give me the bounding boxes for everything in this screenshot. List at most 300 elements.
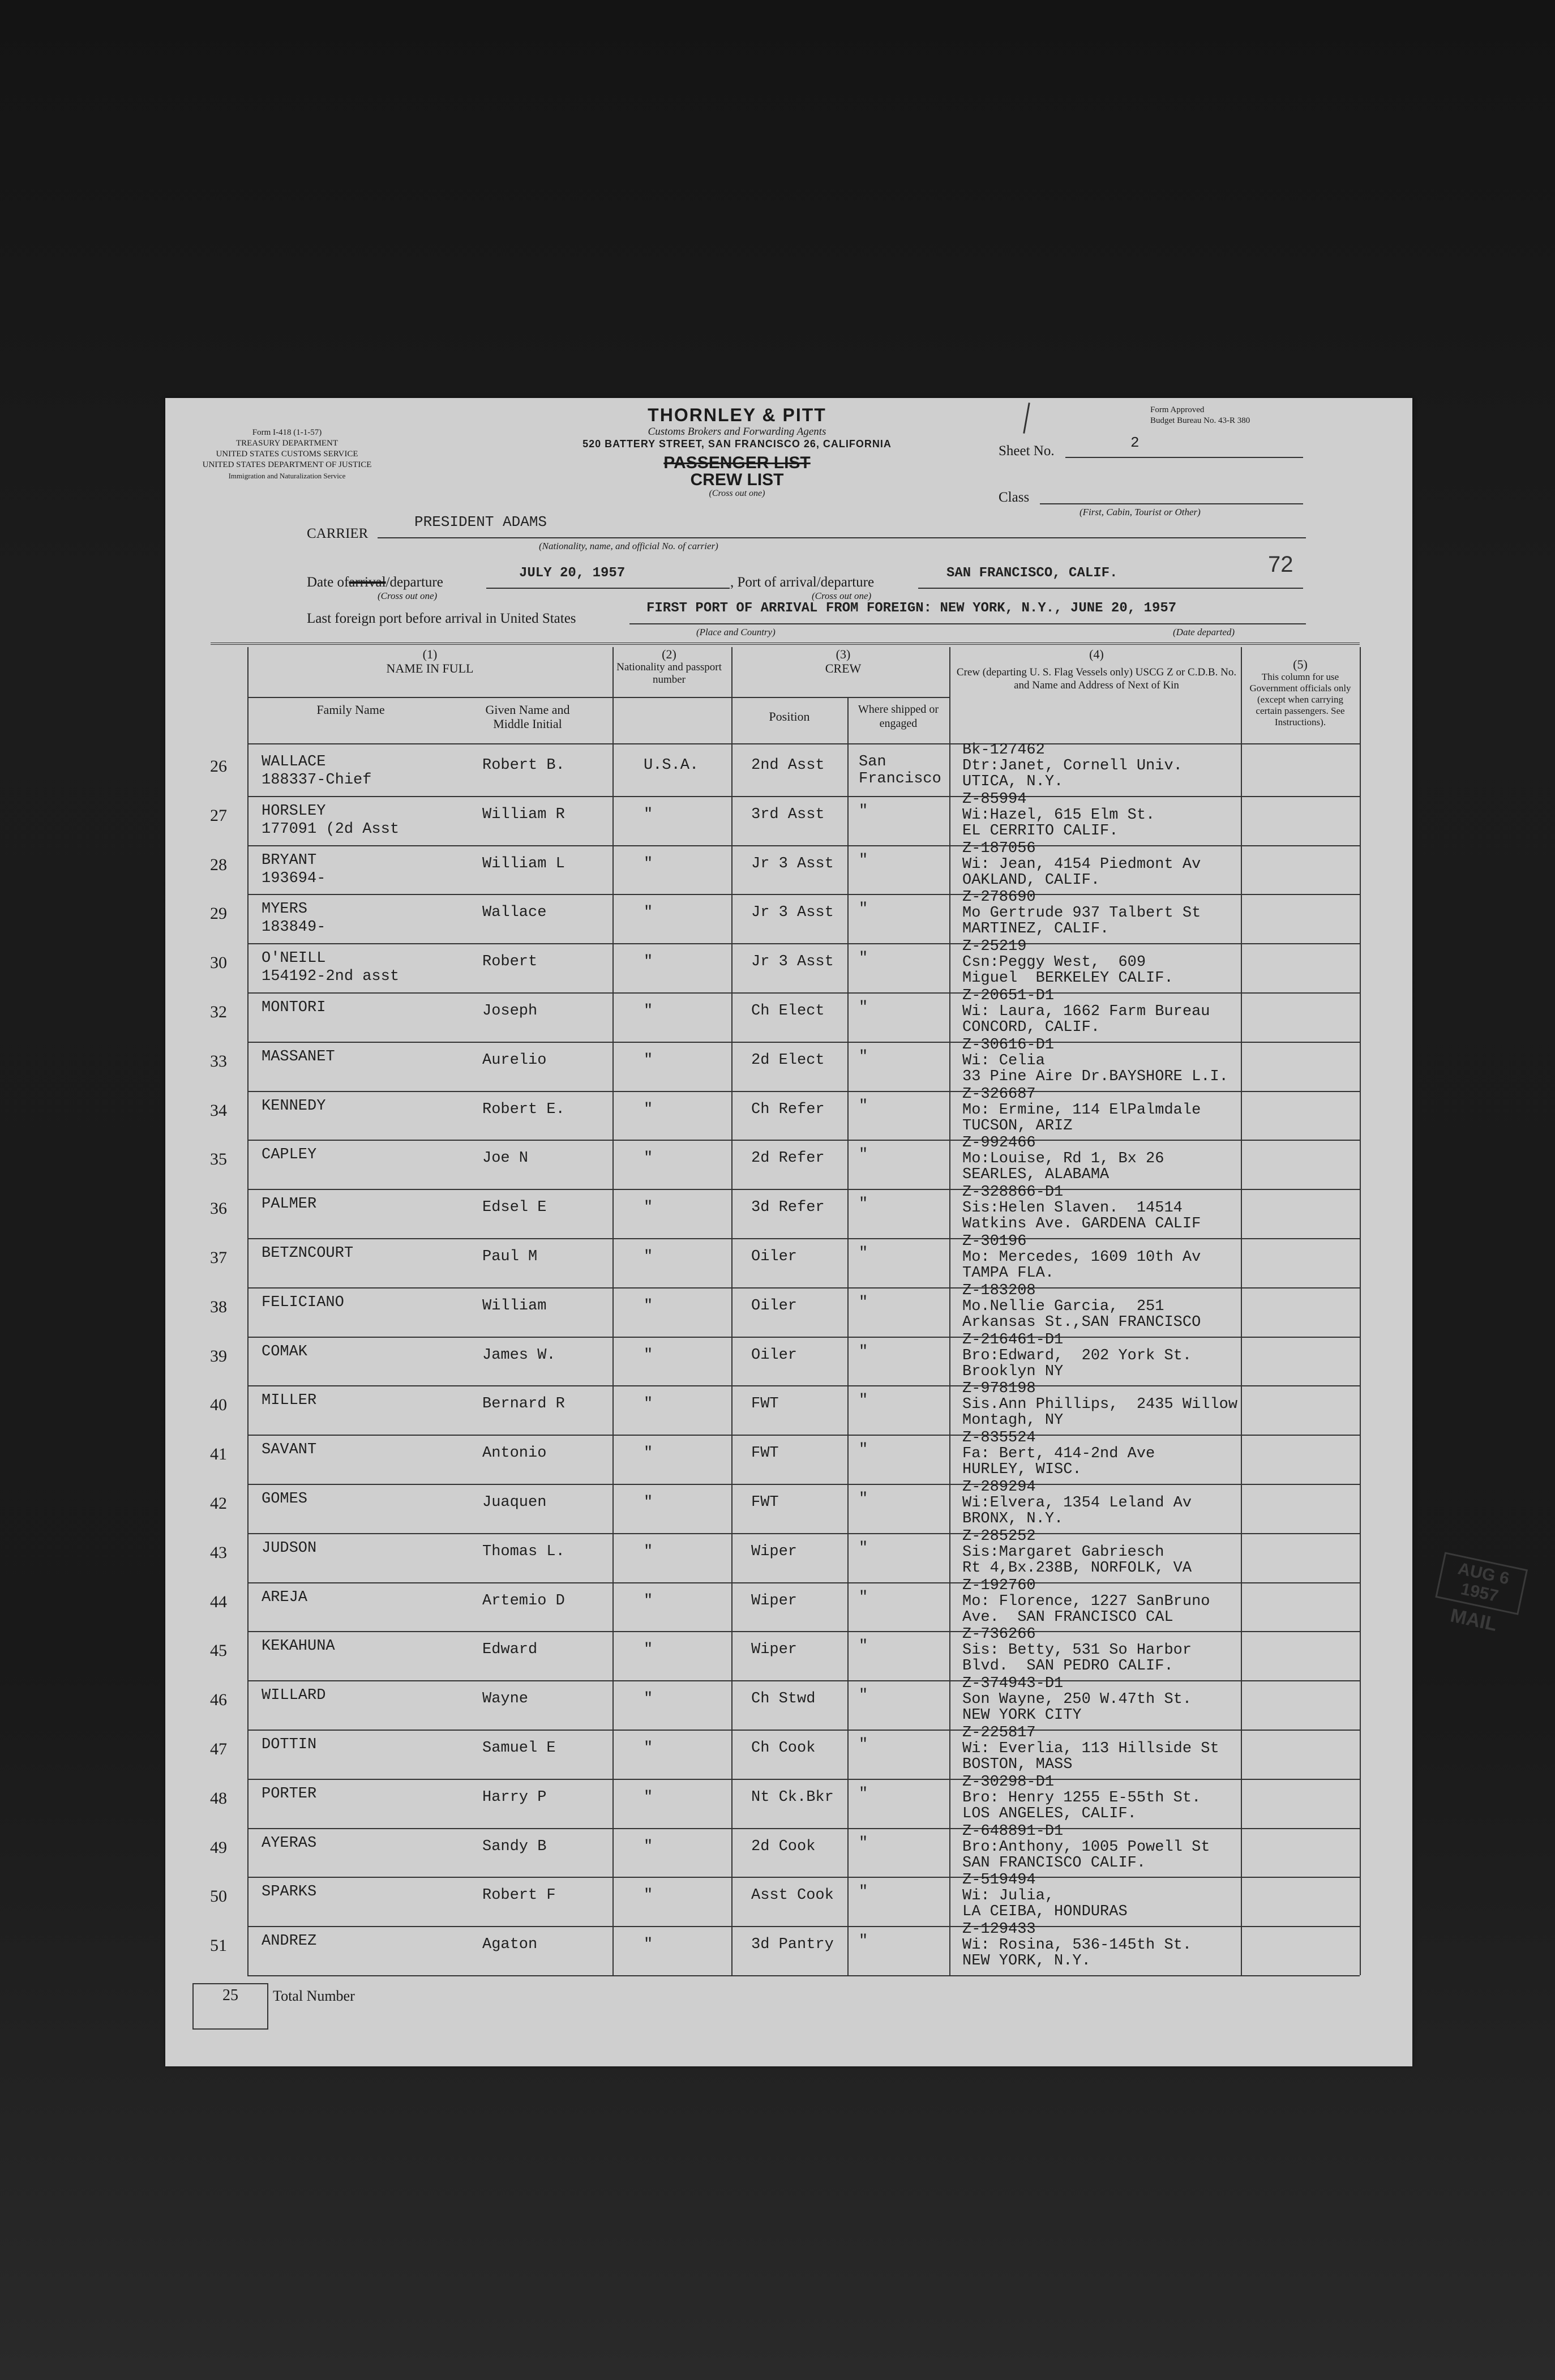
kin-address: SEARLES, ALABAMA: [962, 1166, 1110, 1183]
given-name: Samuel E: [482, 1740, 556, 1757]
table-row: [165, 1774, 1412, 1828]
kin-address: Rt 4,Bx.238B, NORFOLK, VA: [962, 1560, 1192, 1577]
row-number: 40: [210, 1396, 227, 1414]
col2-title: Nationality and passport number: [616, 661, 722, 686]
row-number: 49: [210, 1838, 227, 1857]
family-name: MYERS: [262, 901, 308, 918]
nationality: ": [644, 806, 653, 823]
customs-service: UNITED STATES CUSTOMS SERVICE: [216, 450, 358, 459]
family-name: BETZNCOURT: [262, 1245, 354, 1262]
nationality: ": [644, 953, 653, 970]
position: Jr 3 Asst: [751, 904, 834, 921]
dept-justice: UNITED STATES DEPARTMENT OF JUSTICE: [202, 460, 372, 469]
nationality: ": [644, 855, 653, 872]
z-number-note: 183849-: [262, 919, 326, 936]
family-name: CAPLEY: [262, 1146, 317, 1163]
kin-z-number: Z-278690: [962, 889, 1036, 906]
position: 2d Cook: [751, 1838, 816, 1855]
nationality: U.S.A.: [644, 757, 699, 774]
kin-name: Son Wayne, 250 W.47th St.: [962, 1691, 1192, 1708]
col3-number: (3): [836, 647, 851, 661]
kin-address: TUCSON, ARIZ: [962, 1118, 1073, 1135]
header-bottom-rule: [247, 743, 1360, 744]
kin-name: Wi: Celia: [962, 1052, 1045, 1069]
budget-bureau: Budget Bureau No. 43-R 380: [1150, 416, 1250, 425]
row-number: 39: [210, 1347, 227, 1365]
kin-name: Sis:Margaret Gabriesch: [962, 1544, 1164, 1561]
position: Oiler: [751, 1347, 798, 1364]
family-name: HORSLEY: [262, 803, 326, 820]
kin-z-number: Z-648891-D1: [962, 1823, 1064, 1840]
row-number: 48: [210, 1789, 227, 1808]
z-number-note: 193694-: [262, 870, 326, 887]
table-row: [165, 1872, 1412, 1926]
family-name: AREJA: [262, 1589, 308, 1606]
kin-address: 33 Pine Aire Dr.BAYSHORE L.I.: [962, 1068, 1228, 1085]
class-line: [1040, 503, 1303, 504]
family-name-header: Family Name: [316, 703, 385, 717]
kin-z-number: Z-30616-D1: [962, 1037, 1055, 1054]
col3-header: [734, 647, 952, 675]
company-name: THORNLEY & PITT: [648, 405, 826, 425]
kin-z-number: Z-285252: [962, 1528, 1036, 1545]
table-row: [165, 1135, 1412, 1189]
family-name: GOMES: [262, 1491, 308, 1508]
position: 3rd Asst: [751, 806, 825, 823]
doc-type-crossed: PASSENGER LIST: [663, 453, 811, 472]
row-number: 36: [210, 1199, 227, 1218]
given-name: Thomas L.: [482, 1543, 565, 1560]
kin-z-number: Z-225817: [962, 1724, 1036, 1741]
nationality: ": [644, 1641, 653, 1658]
col5-title: This column for use Government officials only (except when carrying certain passengers. See Instructions).: [1249, 671, 1351, 727]
where-shipped: ": [859, 1589, 868, 1606]
kin-name: Sis: Betty, 531 So Harbor: [962, 1642, 1192, 1659]
doc-type: CREW LIST: [690, 470, 784, 489]
kin-address: LA CEIBA, HONDURAS: [962, 1903, 1128, 1920]
kin-name: Bro: Henry 1255 E-55th St.: [962, 1790, 1201, 1807]
row-number: 50: [210, 1887, 227, 1906]
table-row: [165, 938, 1412, 992]
table-row: [165, 1528, 1412, 1582]
date-departed-caption: (Date departed): [1173, 627, 1235, 637]
port-label: , Port of arrival/departure: [730, 575, 875, 590]
date-value: JULY 20, 1957: [519, 566, 626, 581]
position: Jr 3 Asst: [751, 953, 834, 970]
nationality: ": [644, 1838, 653, 1855]
nationality: ": [644, 1887, 653, 1904]
family-name: DOTTIN: [262, 1736, 317, 1753]
family-name: AYERAS: [262, 1835, 317, 1852]
given-name: Robert E.: [482, 1101, 565, 1118]
position: Oiler: [751, 1248, 798, 1265]
where-shipped: ": [859, 950, 868, 967]
where-shipped-line2: Francisco: [859, 770, 941, 787]
date-label-prefix: Date of: [307, 575, 349, 590]
where-shipped: ": [859, 1933, 868, 1950]
family-name: MASSANET: [262, 1048, 335, 1065]
kin-z-number: Z-20651-D1: [962, 987, 1055, 1004]
where-shipped: ": [859, 1540, 868, 1557]
kin-address: Miguel BERKELEY CALIF.: [962, 970, 1173, 987]
table-row: [165, 889, 1412, 943]
col3-title: CREW: [825, 661, 862, 675]
nationality: ": [644, 1248, 653, 1265]
position: Asst Cook: [751, 1887, 834, 1904]
kin-name: Wi: Rosina, 536-145th St.: [962, 1937, 1192, 1954]
row-number: 38: [210, 1298, 227, 1316]
carrier-caption: (Nationality, name, and official No. of carrier): [539, 541, 718, 551]
table-row: [165, 1675, 1412, 1730]
sheet-label: Sheet No.: [999, 443, 1055, 459]
kin-address: Brooklyn NY: [962, 1363, 1064, 1380]
kin-address: OAKLAND, CALIF.: [962, 872, 1100, 889]
where-shipped: ": [859, 901, 868, 918]
given-name: Edsel E: [482, 1199, 547, 1216]
kin-name: Wi: Everlia, 113 Hillside St: [962, 1740, 1219, 1757]
header-subrule: [247, 697, 949, 698]
kin-z-number: Z-992466: [962, 1135, 1036, 1152]
where-shipped: ": [859, 1048, 868, 1065]
kin-name: Mo.Nellie Garcia, 251: [962, 1298, 1164, 1315]
family-name: WALLACE: [262, 754, 326, 770]
given-name: Sandy B: [482, 1838, 547, 1855]
given-name: Joe N: [482, 1150, 529, 1167]
kin-z-number: Z-289294: [962, 1479, 1036, 1496]
z-number-note: 177091 (2d Asst: [262, 821, 400, 838]
kin-z-number: Z-129433: [962, 1921, 1036, 1938]
kin-name: Fa: Bert, 414-2nd Ave: [962, 1445, 1155, 1462]
total-box: [192, 1983, 268, 2030]
kin-name: Mo: Florence, 1227 SanBruno: [962, 1593, 1210, 1610]
kin-address: SAN FRANCISCO CALIF.: [962, 1855, 1146, 1872]
family-name: SAVANT: [262, 1441, 317, 1458]
table-row: [165, 1037, 1412, 1091]
table-row: [165, 1479, 1412, 1533]
kin-address: NEW YORK CITY: [962, 1707, 1082, 1724]
given-name: William: [482, 1298, 547, 1315]
col2-number: (2): [662, 647, 676, 661]
given-name: Wallace: [482, 904, 547, 921]
z-number-note: 188337-Chief: [262, 772, 372, 789]
kin-name: Mo: Mercedes, 1609 10th Av: [962, 1249, 1201, 1266]
where-shipped: ": [859, 1196, 868, 1213]
crew-list-form: [165, 398, 1511, 2066]
position: FWT: [751, 1396, 779, 1412]
where-shipped: ": [859, 1638, 868, 1655]
nationality: ": [644, 1543, 653, 1560]
where-shipped: ": [859, 1245, 868, 1262]
nationality: ": [644, 1593, 653, 1610]
class-label: Class: [999, 490, 1030, 505]
table-row: [165, 1577, 1412, 1632]
kin-address: MARTINEZ, CALIF.: [962, 921, 1110, 938]
given-name: Bernard R: [482, 1396, 565, 1412]
position: Wiper: [751, 1543, 798, 1560]
nationality: ": [644, 1396, 653, 1412]
kin-name: Bro:Anthony, 1005 Powell St: [962, 1839, 1210, 1856]
row-number: 26: [210, 757, 227, 776]
col2-header: [615, 647, 723, 686]
kin-address: UTICA, N.Y.: [962, 773, 1064, 790]
position: 2nd Asst: [751, 757, 825, 774]
row-number: 33: [210, 1052, 227, 1071]
where-shipped-header: Where shipped or engaged: [858, 703, 939, 730]
col4-header: [955, 647, 1238, 692]
where-shipped: ": [859, 1786, 868, 1803]
given-name-header: Given Name and Middle Initial: [485, 703, 570, 731]
kin-name: Mo: Ermine, 114 ElPalmdale: [962, 1102, 1201, 1119]
company-address: 520 BATTERY STREET, SAN FRANCISCO 26, CALIFORNIA: [582, 438, 892, 450]
given-name: Robert F: [482, 1887, 556, 1904]
nationality: ": [644, 1101, 653, 1118]
kin-address: EL CERRITO CALIF.: [962, 823, 1119, 840]
position: Wiper: [751, 1593, 798, 1610]
kin-z-number: Z-30196: [962, 1233, 1027, 1250]
row-number: 30: [210, 953, 227, 972]
kin-name: Mo Gertrude 937 Talbert St: [962, 905, 1201, 922]
where-shipped: ": [859, 999, 868, 1016]
position: Wiper: [751, 1641, 798, 1658]
given-name: Artemio D: [482, 1593, 565, 1610]
row-number: 35: [210, 1150, 227, 1168]
where-shipped: ": [859, 1491, 868, 1508]
family-name: MONTORI: [262, 999, 326, 1016]
table-row: [165, 1086, 1412, 1140]
where-shipped: ": [859, 1098, 868, 1115]
kin-name: Wi: Jean, 4154 Piedmont Av: [962, 856, 1201, 873]
table-row: [165, 1380, 1412, 1435]
sheet-line: [1065, 457, 1303, 458]
given-name: Juaquen: [482, 1494, 547, 1511]
kin-z-number: Z-835524: [962, 1429, 1036, 1446]
company-desc: Customs Brokers and Forwarding Agents: [648, 426, 826, 438]
col5-header: [1244, 657, 1357, 728]
total-label: Total Number: [273, 1988, 355, 2004]
kin-name: Wi:Hazel, 615 Elm St.: [962, 807, 1155, 824]
table-row: [165, 1626, 1412, 1680]
handwritten-number: 72: [1268, 552, 1293, 577]
kin-name: Csn:Peggy West, 609: [962, 954, 1146, 971]
row-number: 43: [210, 1543, 227, 1562]
kin-name: Dtr:Janet, Cornell Univ.: [962, 757, 1183, 774]
given-name: Robert: [482, 953, 538, 970]
position: Jr 3 Asst: [751, 855, 834, 872]
where-shipped: ": [859, 1884, 868, 1900]
where-shipped: ": [859, 1736, 868, 1753]
given-name: Edward: [482, 1641, 538, 1658]
family-name: SPARKS: [262, 1884, 317, 1900]
kin-name: Sis.Ann Phillips, 2435 Willow: [962, 1396, 1238, 1413]
position: 2d Elect: [751, 1052, 825, 1069]
kin-name: Wi:Elvera, 1354 Leland Av: [962, 1495, 1192, 1512]
z-number-note: 154192-2nd asst: [262, 968, 400, 985]
col1-header: [250, 647, 610, 675]
table-row: [165, 1823, 1412, 1877]
nationality: ": [644, 1936, 653, 1953]
nationality: ": [644, 1347, 653, 1364]
where-shipped: ": [859, 1835, 868, 1852]
kin-z-number: Z-978198: [962, 1380, 1036, 1397]
kin-address: Ave. SAN FRANCISCO CAL: [962, 1609, 1173, 1626]
table-row: [165, 1429, 1412, 1484]
port-caption: (Cross out one): [812, 590, 872, 601]
row-number: 44: [210, 1593, 227, 1611]
family-name: BRYANT: [262, 852, 317, 869]
dept-treasury: TREASURY DEPARTMENT: [235, 439, 339, 448]
row-number: 34: [210, 1101, 227, 1120]
form-approved: Form Approved: [1150, 405, 1205, 414]
kin-z-number: Bk-127462: [962, 742, 1045, 759]
given-name: William R: [482, 806, 565, 823]
nationality: ": [644, 1199, 653, 1216]
kin-address: BOSTON, MASS: [962, 1756, 1073, 1773]
nationality: ": [644, 1789, 653, 1806]
carrier-name: PRESIDENT ADAMS: [414, 513, 547, 530]
table-row: [165, 1184, 1412, 1238]
nationality: ": [644, 1298, 653, 1315]
family-name: JUDSON: [262, 1540, 317, 1557]
row-number: 41: [210, 1445, 227, 1463]
date-label-suffix: /departure: [385, 575, 443, 590]
kin-address: LOS ANGELES, CALIF.: [962, 1805, 1137, 1822]
where-shipped: ": [859, 1441, 868, 1458]
kin-address: Arkansas St.,SAN FRANCISCO: [962, 1314, 1201, 1331]
row-rule: [247, 1975, 1360, 1976]
kin-name: Mo:Louise, Rd 1, Bx 26: [962, 1150, 1164, 1167]
table-top-rule: [211, 643, 1360, 645]
date-caption: (Cross out one): [378, 590, 438, 601]
last-port-label: Last foreign port before arrival in United States: [307, 611, 576, 626]
family-name: KENNEDY: [262, 1098, 326, 1115]
col4-number: (4): [1089, 647, 1104, 661]
kin-z-number: Z-30298-D1: [962, 1774, 1055, 1791]
kin-z-number: Z-326687: [962, 1086, 1036, 1103]
table-row: [165, 742, 1412, 796]
col4-title: Crew (departing U. S. Flag Vessels only) USCG Z or C.D.B. No. and Name and Address of Next of Kin: [956, 666, 1237, 691]
position: FWT: [751, 1445, 779, 1462]
col5-number: (5): [1293, 657, 1308, 671]
family-name: WILLARD: [262, 1687, 326, 1704]
family-name: O'NEILL: [262, 950, 326, 967]
row-number: 42: [210, 1494, 227, 1513]
position-header: Position: [769, 709, 810, 724]
kin-name: Sis:Helen Slaven. 14514: [962, 1200, 1183, 1217]
sheet-number: 2: [1130, 434, 1140, 451]
position: FWT: [751, 1494, 779, 1511]
nationality: ": [644, 904, 653, 921]
kin-address: HURLEY, WISC.: [962, 1461, 1082, 1478]
kin-address: TAMPA FLA.: [962, 1265, 1055, 1282]
position: Ch Elect: [751, 1003, 825, 1020]
kin-z-number: Z-519494: [962, 1872, 1036, 1889]
where-shipped: San: [859, 754, 886, 770]
where-shipped: ": [859, 803, 868, 820]
given-name: Wayne: [482, 1690, 529, 1707]
given-name: William L: [482, 855, 565, 872]
carrier-line: [378, 537, 1306, 538]
nationality: ": [644, 1690, 653, 1707]
table-row: [165, 840, 1412, 894]
nationality: ": [644, 1003, 653, 1020]
row-number: 29: [210, 904, 227, 923]
col1-title: NAME IN FULL: [386, 661, 474, 675]
kin-address: CONCORD, CALIF.: [962, 1019, 1100, 1036]
family-name: ANDREZ: [262, 1933, 317, 1950]
kin-z-number: Z-736266: [962, 1626, 1036, 1643]
kin-z-number: Z-328866-D1: [962, 1184, 1064, 1201]
position: Ch Refer: [751, 1101, 825, 1118]
kin-name: Bro:Edward, 202 York St.: [962, 1347, 1192, 1364]
given-name: Agaton: [482, 1936, 538, 1953]
row-number: 47: [210, 1740, 227, 1758]
where-shipped: ": [859, 1343, 868, 1360]
position: 2d Refer: [751, 1150, 825, 1167]
table-row: [165, 1332, 1412, 1386]
row-number: 32: [210, 1003, 227, 1021]
port-line: [918, 588, 1303, 589]
row-number: 46: [210, 1690, 227, 1709]
nationality: ": [644, 1052, 653, 1069]
kin-z-number: Z-374943-D1: [962, 1675, 1064, 1692]
last-port-line: [629, 623, 1306, 624]
kin-address: NEW YORK, N.Y.: [962, 1953, 1091, 1970]
approval-block: [1150, 405, 1250, 426]
carrier-label: CARRIER: [307, 526, 369, 541]
where-shipped: ": [859, 1687, 868, 1704]
row-number: 37: [210, 1248, 227, 1267]
position: Ch Stwd: [751, 1690, 816, 1707]
table-row: [165, 791, 1412, 845]
stamp-date: AUG 6 1957: [1435, 1552, 1528, 1615]
stamp-mail: MAIL: [1448, 1604, 1500, 1636]
table-row: [165, 1724, 1412, 1779]
row-number: 45: [210, 1641, 227, 1660]
row-number: 28: [210, 855, 227, 874]
family-name: PORTER: [262, 1786, 317, 1803]
date-label-struck: arrival: [349, 575, 386, 590]
pen-mark: [1023, 403, 1030, 434]
col1-number: (1): [422, 647, 438, 661]
given-name: Joseph: [482, 1003, 538, 1020]
given-name: Paul M: [482, 1248, 538, 1265]
position: Oiler: [751, 1298, 798, 1315]
position: Ch Cook: [751, 1740, 816, 1757]
date-line: [486, 588, 730, 589]
family-name: FELICIANO: [262, 1294, 344, 1311]
where-shipped: ": [859, 1146, 868, 1163]
nationality: ": [644, 1494, 653, 1511]
kin-name: Wi: Laura, 1662 Farm Bureau: [962, 1003, 1210, 1020]
cross-out-caption: (Cross out one): [709, 489, 765, 498]
table-row: [165, 1921, 1412, 1975]
kin-address: Blvd. SAN PEDRO CALIF.: [962, 1658, 1173, 1675]
kin-z-number: Z-187056: [962, 840, 1036, 857]
given-name: Antonio: [482, 1445, 547, 1462]
nationality: ": [644, 1740, 653, 1757]
where-shipped: ": [859, 1392, 868, 1409]
where-shipped: ": [859, 852, 868, 869]
ins-name: Immigration and Naturalization Service: [228, 472, 346, 480]
family-name: MILLER: [262, 1392, 317, 1409]
table-row: [165, 1282, 1412, 1337]
given-name: James W.: [482, 1347, 556, 1364]
agency-block: [194, 427, 380, 481]
table-row: [165, 1233, 1412, 1287]
kin-address: BRONX, N.Y.: [962, 1510, 1064, 1527]
position: 3d Refer: [751, 1199, 825, 1216]
port-value: SAN FRANCISCO, CALIF.: [946, 566, 1118, 581]
